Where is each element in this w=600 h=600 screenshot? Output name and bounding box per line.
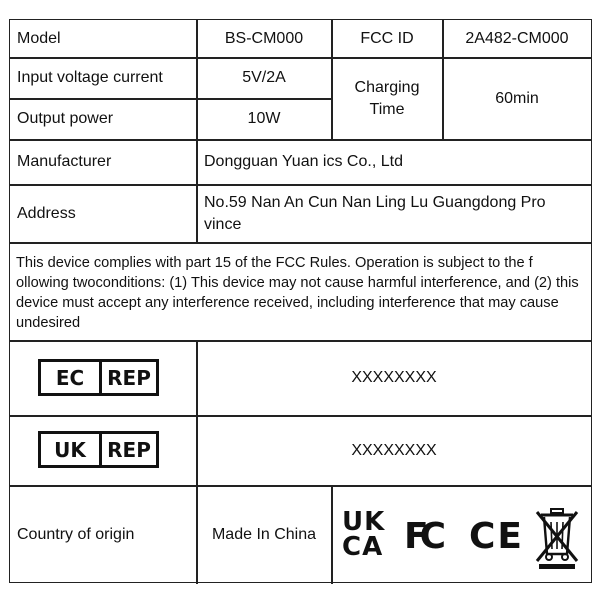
uk-rep-symbol <box>38 431 159 468</box>
uk-rep-left-text: UK <box>41 434 102 465</box>
address-label: Address <box>17 204 76 222</box>
output-power-value: 10W <box>247 110 281 128</box>
ec-rep-value: XXXXXXXX <box>351 369 437 387</box>
ec-rep-right-text: REP <box>107 365 151 390</box>
uk-rep-right-text: REP <box>107 437 151 462</box>
charging-time-label: Charging Time <box>354 78 420 118</box>
ukca-bottom-text: CA <box>342 532 384 562</box>
uk-rep-value: XXXXXXXX <box>351 441 437 459</box>
input-voltage-label: Input voltage current <box>17 69 163 87</box>
ce-mark-icon: CE <box>469 516 525 557</box>
manufacturer-value: Dongguan Yuan ics Co., Ltd <box>204 153 403 171</box>
row-divider <box>10 242 591 244</box>
country-of-origin-label: Country of origin <box>17 526 135 544</box>
ukca-mark-icon <box>342 507 396 566</box>
spec-label-table <box>9 19 592 583</box>
manufacturer-label: Manufacturer <box>17 153 112 171</box>
fcc-mark-icon: FC <box>404 516 438 557</box>
charging-time-value: 60min <box>495 89 539 107</box>
address-value: No.59 Nan An Cun Nan Ling Lu Guangdong Pro vince <box>204 193 546 233</box>
ukca-top-text: UK <box>342 507 386 537</box>
country-of-origin-value: Made In China <box>211 526 317 544</box>
model-label: Model <box>17 29 61 47</box>
output-power-label: Output power <box>17 110 114 128</box>
ec-rep-symbol <box>38 359 159 396</box>
weee-crossed-bin-icon <box>533 506 581 570</box>
fcc-compliance-notice: This device complies with part 15 of the FCC Rules. Operation is subject to the f ollowing twoconditions: (1) This device may not cause harmful interference, and (2) this device must accept any interference received, including interference that may cause undesired <box>16 255 579 331</box>
ec-rep-left-text: EC <box>41 362 102 393</box>
fcc-id-value: 2A482-CM000 <box>465 29 569 47</box>
fcc-id-label: FCC ID <box>360 29 414 47</box>
model-value: BS-CM000 <box>224 29 304 47</box>
column-divider <box>331 485 333 584</box>
input-voltage-value: 5V/2A <box>242 69 286 87</box>
